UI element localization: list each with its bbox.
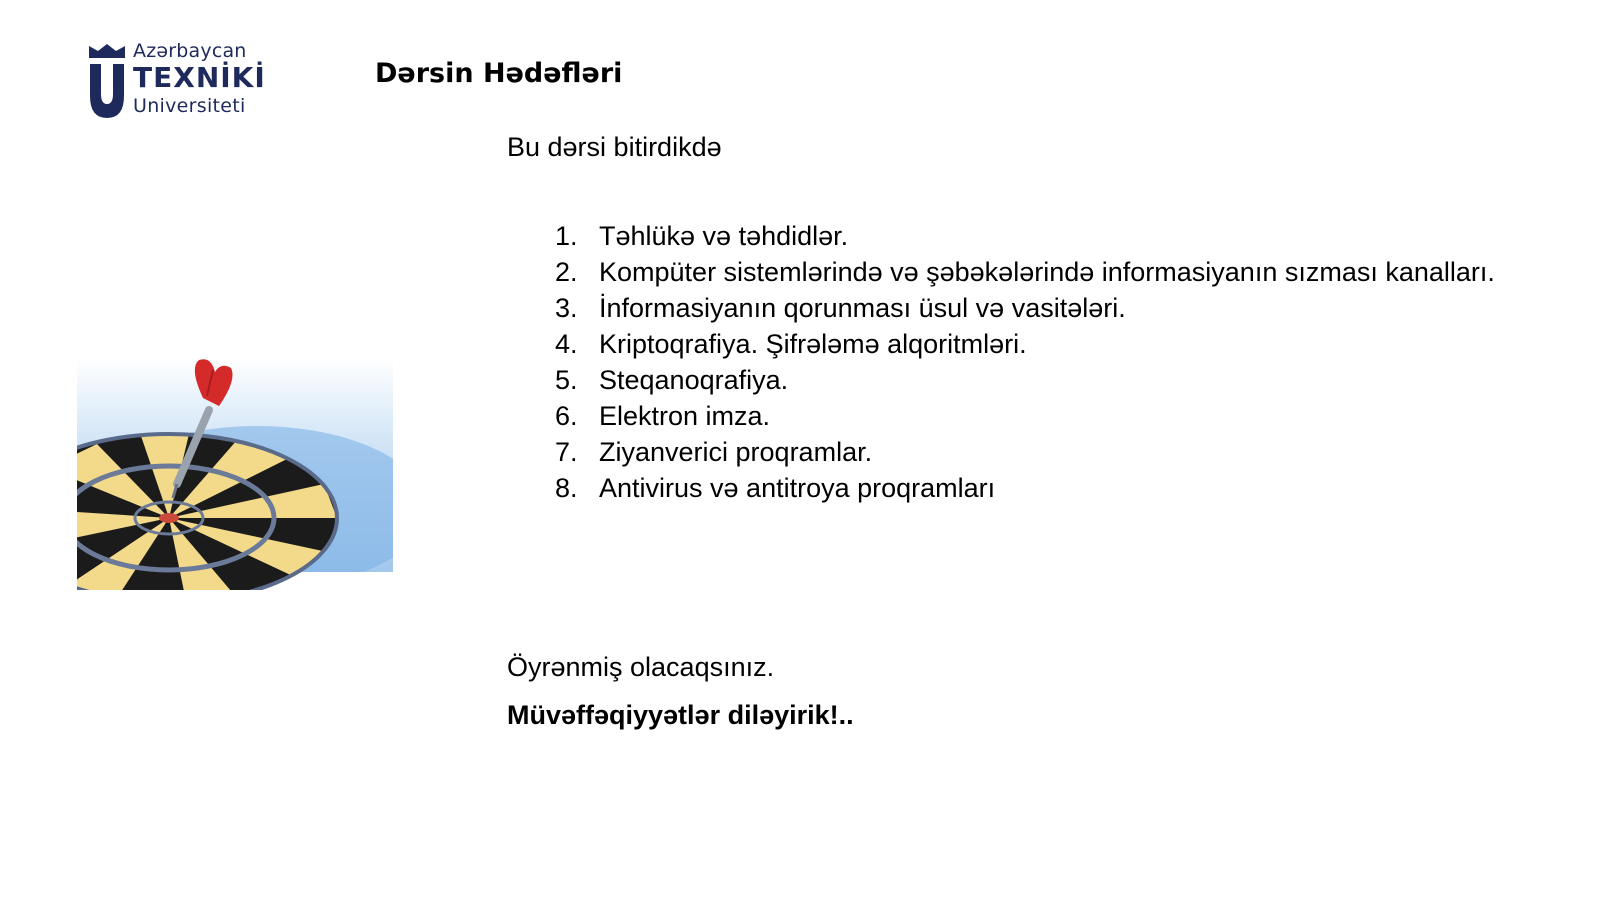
goals-list — [507, 218, 1517, 506]
university-emblem-icon — [88, 42, 126, 122]
outro-text: Öyrənmiş olacaqsınız. — [507, 652, 775, 682]
intro-text: Bu dərsi bitirdikdə — [507, 132, 722, 162]
goal-text: Elektron imza. — [599, 401, 771, 431]
goal-text: Ziyanverici proqramlar. — [599, 437, 873, 467]
university-logo — [88, 40, 268, 130]
goal-item — [507, 362, 1517, 398]
goal-text: Təhlükə və təhdidlər. — [599, 221, 849, 251]
goal-item — [507, 290, 1517, 326]
goal-text: Antivirus və antitroya proqramları — [599, 473, 996, 503]
goal-number: 4. — [555, 329, 578, 359]
goal-number: 6. — [555, 401, 578, 431]
goal-item — [507, 398, 1517, 434]
goal-item — [507, 470, 1517, 506]
goal-item — [507, 254, 1517, 290]
logo-line-1: Azərbaycan — [133, 40, 247, 62]
logo-line-2: TEXNİKİ — [133, 61, 266, 94]
goal-text: İnformasiyanın qorunması üsul və vasitələri. — [599, 293, 1126, 323]
goal-text: Steqanoqrafiya. — [599, 365, 789, 395]
goal-text: Kriptoqrafiya. Şifrələmə alqoritmləri. — [599, 329, 1027, 359]
goal-item — [507, 434, 1517, 470]
goal-text: Kompüter sistemlərində və şəbəkələrində informasiyanın sızması kanalları. — [599, 257, 1495, 287]
logo-line-3: Universiteti — [133, 95, 246, 117]
goal-number: 5. — [555, 365, 578, 395]
university-name — [133, 40, 266, 118]
slide-title: Dərsin Hədəfləri — [375, 58, 623, 89]
dartboard-illustration — [77, 358, 393, 590]
goal-item — [507, 326, 1517, 362]
goal-number: 3. — [555, 293, 578, 323]
good-luck-text: Müvəffəqiyyətlər diləyirik!.. — [507, 700, 854, 730]
goal-number: 2. — [555, 257, 578, 287]
goal-item — [507, 218, 1517, 254]
goal-number: 1. — [555, 221, 578, 251]
goal-number: 7. — [555, 437, 578, 467]
goal-number: 8. — [555, 473, 578, 503]
